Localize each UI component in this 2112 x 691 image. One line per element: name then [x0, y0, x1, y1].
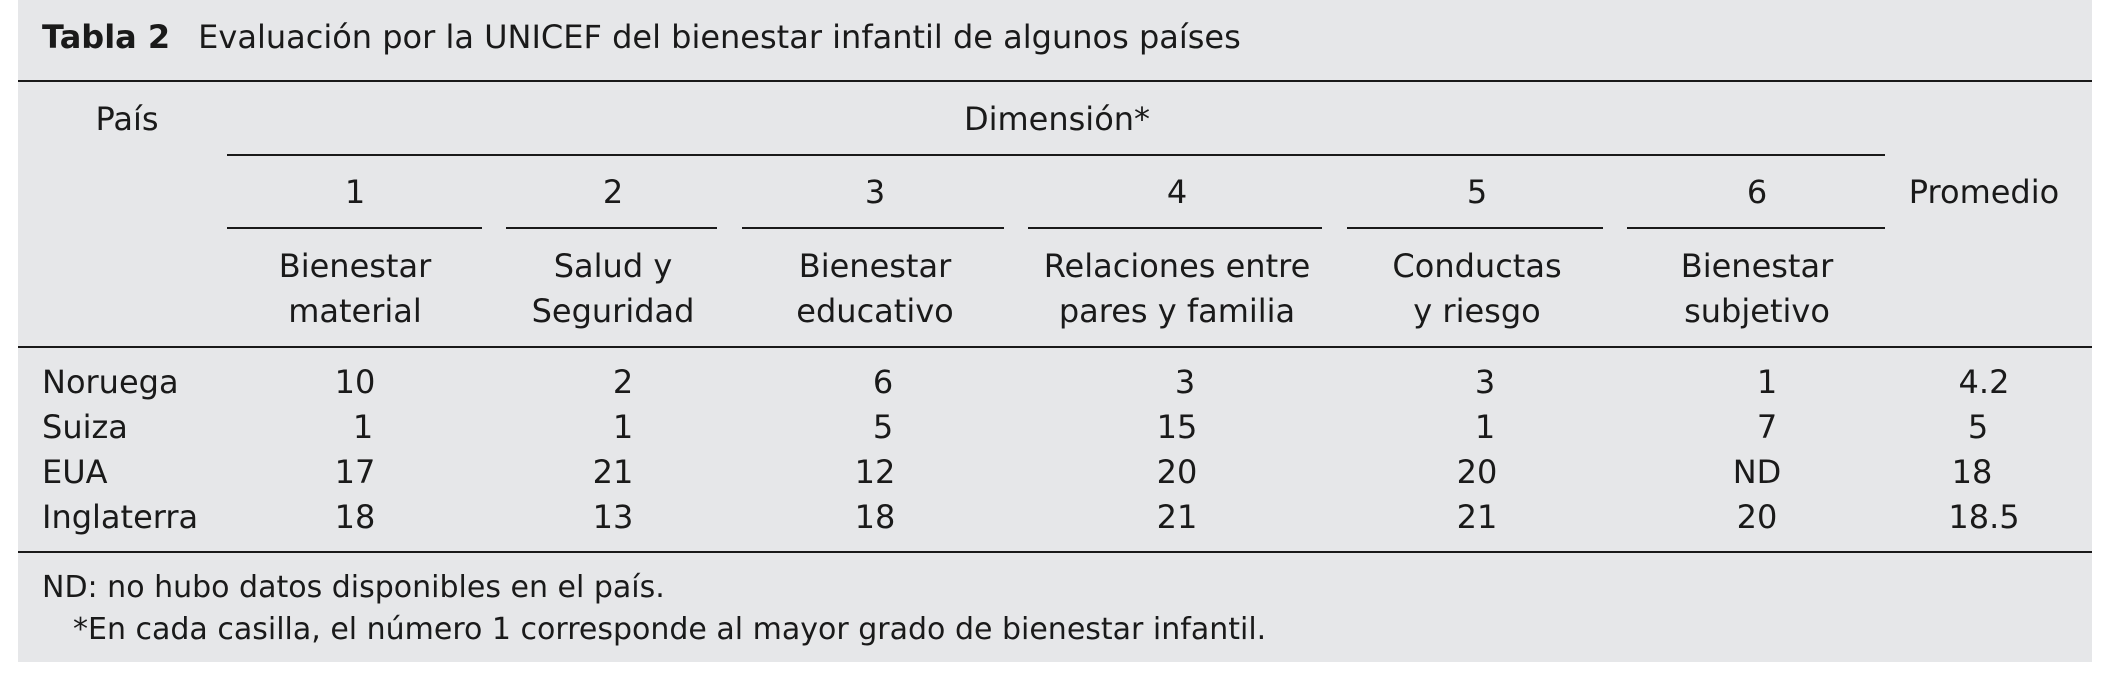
row-1-country: Noruega	[42, 363, 179, 401]
dim-6-name: Bienestar subjetivo	[1680, 247, 1834, 330]
dim-1-name: Bienestar material	[278, 247, 432, 330]
dim-1-rule	[227, 227, 482, 229]
row-4-dim-6: 20	[1736, 498, 1778, 536]
row-2-dim-6: 7	[1756, 408, 1778, 446]
row-4-dim-4: 21	[1156, 498, 1198, 536]
table-caption	[42, 18, 1241, 56]
row-2-country: Suiza	[42, 408, 128, 446]
dim-1-number: 1	[344, 173, 366, 211]
row-2-average: 5	[1967, 408, 1989, 446]
dim-2-number: 2	[602, 173, 624, 211]
row-4-dim-1: 18	[334, 498, 376, 536]
dimension-rule	[227, 154, 1885, 156]
dim-2-rule	[506, 227, 717, 229]
row-1-dim-2: 2	[612, 363, 634, 401]
row-4-dim-2: 13	[592, 498, 634, 536]
dim-3-number: 3	[864, 173, 886, 211]
row-3-average: 18	[1951, 453, 1993, 491]
row-4-dim-5: 21	[1456, 498, 1498, 536]
note-nd: ND: no hubo datos disponibles en el país.	[42, 570, 665, 605]
dim-5-name: Conductas y riesgo	[1392, 247, 1562, 330]
row-3-dim-5: 20	[1456, 453, 1498, 491]
row-2-dim-3: 5	[872, 408, 894, 446]
dim-5-rule	[1347, 227, 1603, 229]
bottom-rule	[18, 551, 2092, 553]
row-1-average: 4.2	[1958, 363, 2010, 401]
row-4-country: Inglaterra	[42, 498, 199, 536]
row-2-dim-4: 15	[1156, 408, 1198, 446]
row-3-dim-2: 21	[592, 453, 634, 491]
dim-5-number: 5	[1466, 173, 1488, 211]
row-1-dim-4: 3	[1174, 363, 1196, 401]
row-3-dim-4: 20	[1156, 453, 1198, 491]
row-2-dim-2: 1	[612, 408, 634, 446]
dim-4-name: Relaciones entre pares y familia	[1043, 247, 1311, 330]
row-3-dim-1: 17	[334, 453, 376, 491]
dim-3-rule	[742, 227, 1004, 229]
table-title: Evaluación por la UNICEF del bienestar infantil de algunos países	[198, 18, 1241, 56]
row-1-dim-3: 6	[872, 363, 894, 401]
dim-2-name: Salud y Seguridad	[531, 247, 695, 330]
dim-3-name: Bienestar educativo	[796, 247, 954, 330]
header-average: Promedio	[1908, 173, 2060, 211]
row-2-dim-5: 1	[1474, 408, 1496, 446]
header-country: País	[95, 100, 159, 138]
row-2-dim-1: 1	[352, 408, 374, 446]
row-4-average: 18.5	[1948, 498, 2020, 536]
dim-4-number: 4	[1166, 173, 1188, 211]
note-asterisk: *En cada casilla, el número 1 corresponde al mayor grado de bienestar infantil.	[73, 612, 1267, 647]
header-dimension: Dimensión*	[963, 100, 1151, 138]
row-3-dim-3: 12	[854, 453, 896, 491]
table-label: Tabla 2	[42, 18, 171, 56]
dim-4-rule	[1028, 227, 1322, 229]
row-3-dim-6: ND	[1732, 453, 1782, 491]
top-rule	[18, 80, 2092, 82]
row-1-dim-1: 10	[334, 363, 376, 401]
row-1-dim-6: 1	[1756, 363, 1778, 401]
header-rule	[18, 346, 2092, 348]
row-4-dim-3: 18	[854, 498, 896, 536]
row-3-country: EUA	[42, 453, 108, 491]
dim-6-number: 6	[1746, 173, 1768, 211]
row-1-dim-5: 3	[1474, 363, 1496, 401]
dim-6-rule	[1627, 227, 1885, 229]
